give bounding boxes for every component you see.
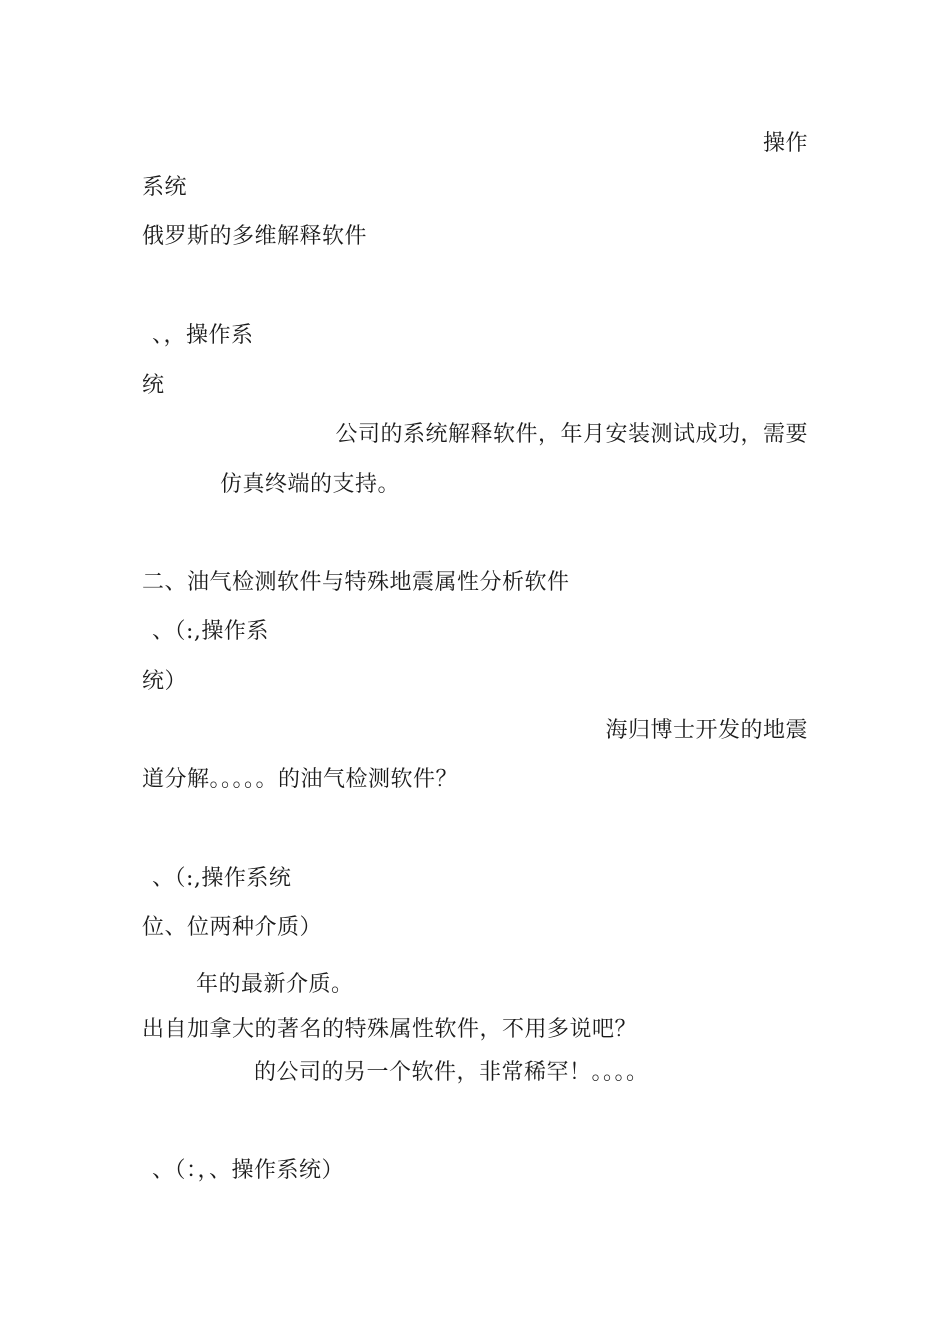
text-line: 、（：，、操作系统） — [152, 1158, 345, 1183]
section-heading: 二、油气检测软件与特殊地震属性分析软件 — [142, 570, 570, 595]
text-line: 的公司的另一个软件，非常稀罕！。。。。 — [254, 1060, 649, 1085]
text-line: 统 — [142, 373, 165, 398]
text-line: 出自加拿大的著名的特殊属性软件，不用多说吧？ — [142, 1017, 638, 1042]
text-line: 系统 — [142, 175, 188, 200]
text-line: 道分解。。。。。的油气检测软件？ — [142, 767, 459, 792]
text-line: 、（:,操作系统 — [152, 866, 292, 891]
text-line: 海归博士开发的地震 — [605, 718, 808, 743]
text-line: 公司的系统解释软件，年月安装测试成功，需要 — [335, 422, 808, 447]
text-line: 、（:,操作系 — [152, 619, 269, 644]
text-line: 年的最新介质。 — [196, 972, 354, 997]
text-line: 、，操作系 — [152, 323, 254, 348]
text-line: 俄罗斯的多维解释软件 — [142, 224, 368, 249]
text-line: 操作 — [762, 131, 808, 156]
text-line: 统） — [142, 669, 188, 694]
text-line: 位、位两种介质） — [142, 915, 323, 940]
text-line: 仿真终端的支持。 — [220, 472, 401, 497]
